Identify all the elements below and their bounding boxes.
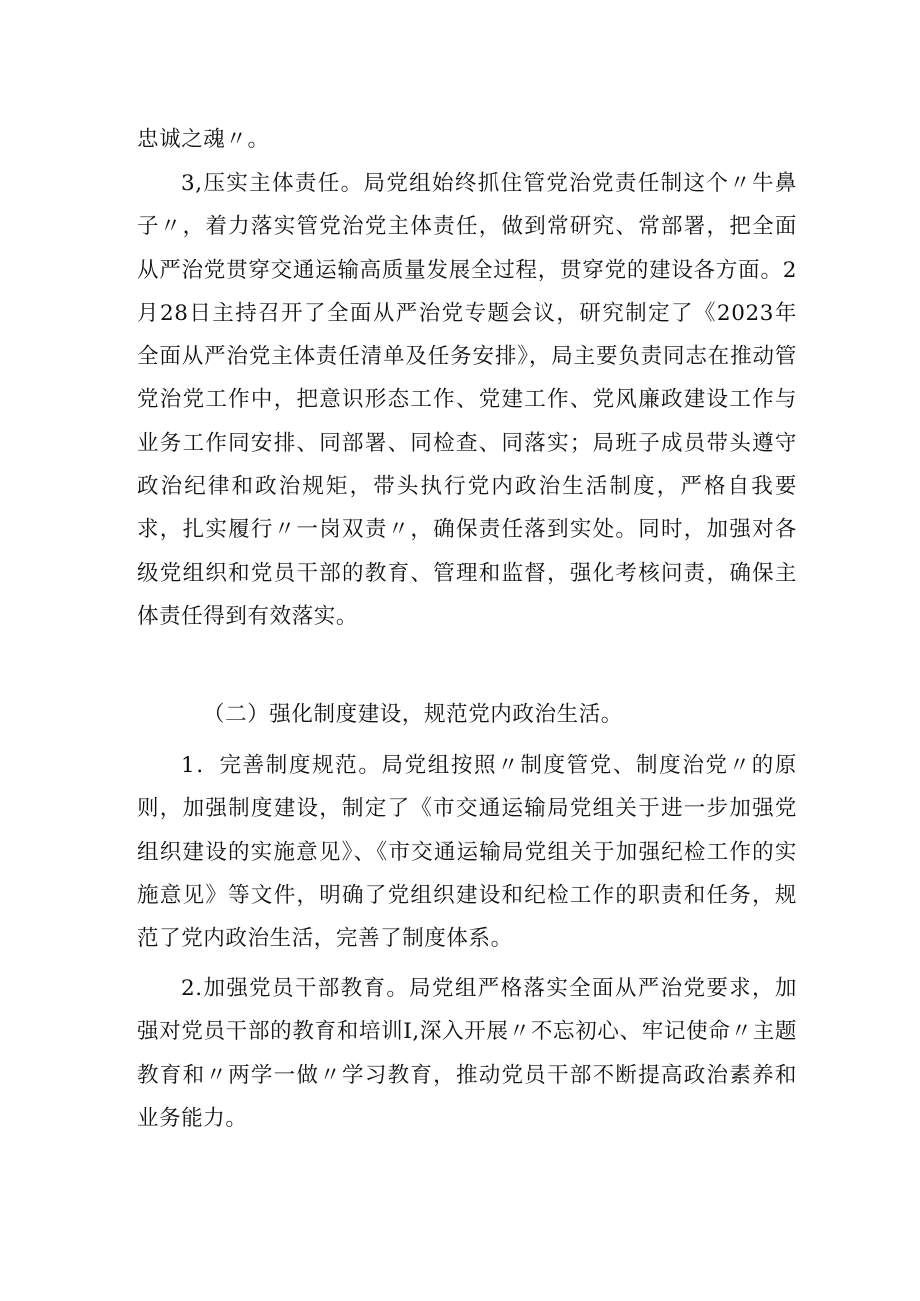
paragraph-continuation: 忠诚之魂〃。 bbox=[137, 127, 270, 152]
paragraph-cadre-education: 2.加强党员干部教育。局党组严格落实全面从严治党要求，加强对党员干部的教育和培训I,深入开展〃不忘初心、牢记使命〃主题教育和〃两学一做〃学习教育，推动党员干部不断提高政治素养和业务能力。 bbox=[137, 976, 797, 1131]
paragraph-main-responsibility: 3,压实主体责任。局党组始终抓住管党治党责任制这个〃牛鼻子〃，着力落实管党治党主体责任，做到常研究、常部署，把全面从严治党贯穿交通运输高质量发展全过程，贯穿党的建设各方面。2月28日主持召开了全面从严治党专题会议，研究制定了《2023年全面从严治党主体责任清单及任务安排》，局主要负责同志在推动管党治党工作中，把意识形态工作、党建工作、党风廉政建设工作与业务工作同安排、同部署、同检查、同落实；局班子成员带头遵守政治纪律和政治规矩，带头执行党内政治生活制度，严格自我要求，扎实履行〃一岗双责〃，确保责任落到实处。同时，加强对各级党组织和党员干部的教育、管理和监督，强化考核问责，确保主体责任得到有效落实。 bbox=[137, 171, 797, 629]
section-heading-system-building: （二）强化制度建设，规范党内政治生活。 bbox=[203, 702, 623, 727]
paragraph-improve-rules: 1．完善制度规范。局党组按照〃制度管党、制度治党〃的原则，加强制度建设，制定了《市交通运输局党组关于进一步加强党组织建设的实施意见》、《市交通运输局党组关于加强纪检工作的实施意见》等文件，明确了党组织建设和纪检工作的职责和任务，规范了党内政治生活，完善了制度体系。 bbox=[137, 753, 797, 952]
